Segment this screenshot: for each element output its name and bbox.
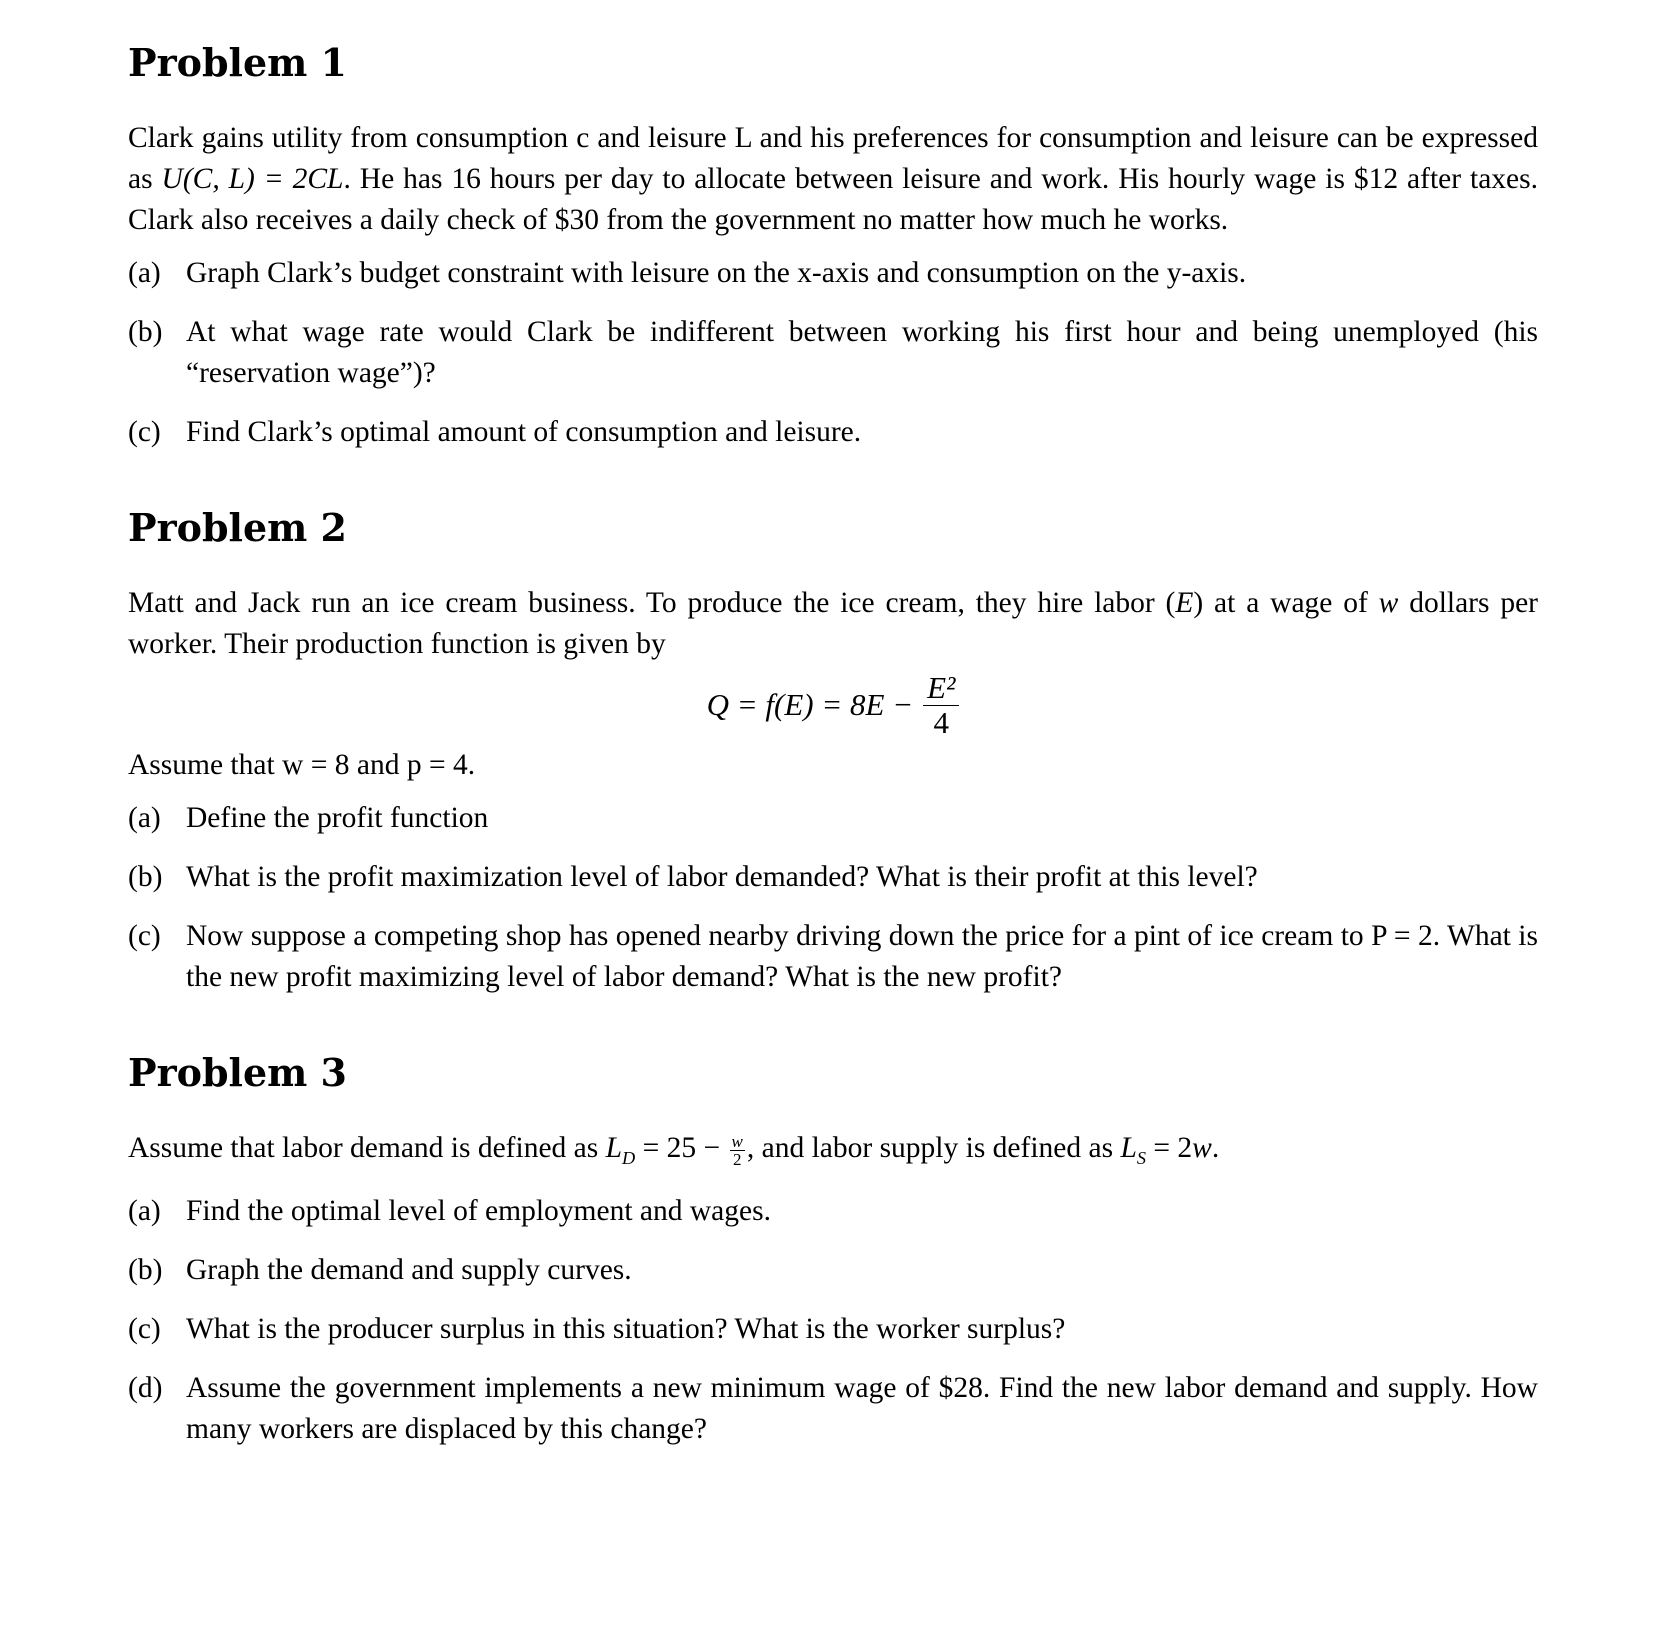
- problem-1-intro: Clark gains utility from consumption c and leisure L and his preferences for consumption and leisure can be expressed as U(C, L) = 2CL. He has 16 hours per day to allocate between leisure and work. His hourly wage is $12 after taxes. Clark also receives a daily check of $30 from the government no matter how much he works.: [128, 122, 1538, 236]
- problem-2-item-c: (c) Now suppose a competing shop has opened nearby driving down the price for a pint of ice cream to P = 2. What is the new profit maximizing level of labor demand? What is the new profit?: [128, 920, 1538, 993]
- problem-3-intro: Assume that labor demand is defined as $L_D = 25$ − $\frac{w}{2}$ , and labor supply is defined as $L_S = 2w$.: [128, 1131, 1220, 1169]
- problem-1-item-b: (b) At what wage rate would Clark be indifferent between working his first hour and being unemployed (his “reservation wage”)?: [128, 316, 1538, 389]
- problem-3-item-a: (a) Find the optimal level of employment and wages.: [128, 1194, 771, 1227]
- problem-3-title: Problem 3: [128, 1050, 348, 1095]
- problem-1-item-c: (c) Find Clark’s optimal amount of consumption and leisure.: [128, 416, 862, 448]
- problem-2-title: Problem 2: [128, 505, 348, 550]
- problem-2-item-b: (b) What is the profit maximization level of labor demanded? What is their profit at this level?: [128, 861, 1258, 893]
- production-function-equation: Q = f(E) = 8E − $\frac{\text{E²}}{4}$: [128, 665, 1538, 745]
- problem-3-item-b: (b) Graph the demand and supply curves.: [128, 1253, 632, 1286]
- problem-3-item-c: (c) What is the producer surplus in this situation? What is the worker surplus?: [128, 1312, 1066, 1345]
- problem-1-item-a: (a) Graph Clark’s budget constraint with leisure on the x-axis and consumption on the y-axis.: [128, 257, 1247, 289]
- problem-3-item-d: (d) Assume the government implements a new minimum wage of $28. Find the new labor demand and supply. How many workers are displaced by this change?: [128, 1371, 1538, 1445]
- problem-2-item-a: (a) Define the profit function: [128, 802, 489, 834]
- utility-function: U(C, L) = 2CL: [161, 163, 344, 195]
- problem-1-title: Problem 1: [128, 40, 348, 85]
- document-page: [128, 38, 1538, 1450]
- problem-2-assumption: Assume that w = 8 and p = 4.: [128, 749, 476, 781]
- problem-2-intro: Matt and Jack run an ice cream business. To produce the ice cream, they hire labor (E) at a wage of w dollars per worker. Their production function is given by: [128, 587, 1538, 660]
